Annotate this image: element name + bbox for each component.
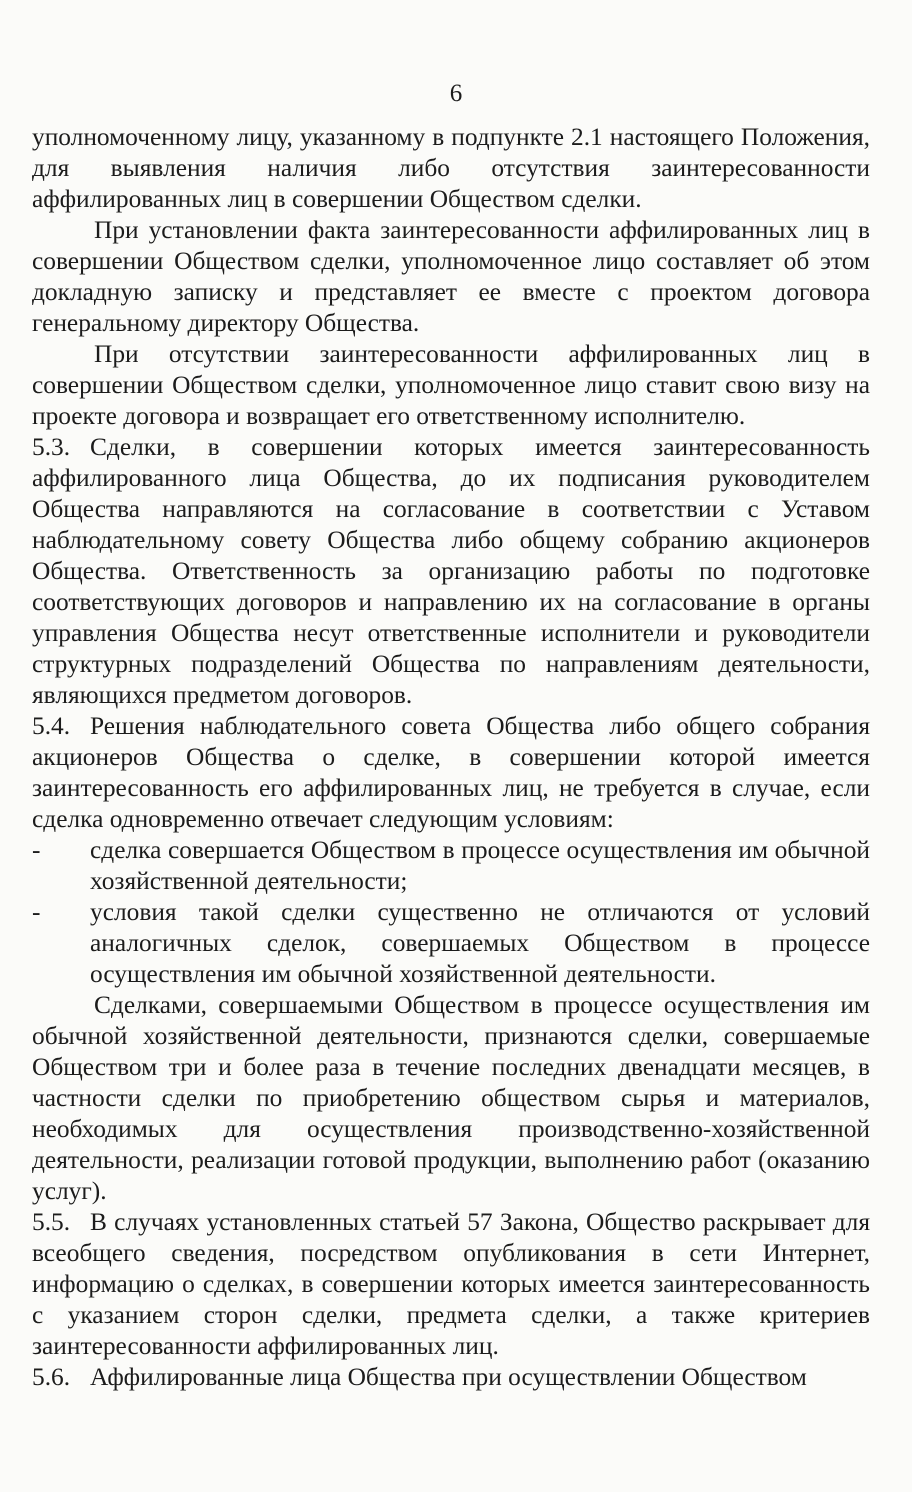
section-text: Сделки, в совершении которых имеется заинтересованность аффилированного лица Общества, до их подписания руководителем Общества направляются на согласование в соответствии с Уставом наблюдательному совету Общества либо общему собранию акционеров Общества. Ответственность за организацию работы по подготовке соответствующих договоров и направлению их на согласование в органы управления Общества несут ответственные исполнители и руководители структурных подразделений Общества по направлениям деятельности, являющихся предметом договоров. — [32, 433, 870, 709]
list-item-text: сделка совершается Обществом в процессе осуществления им обычной хозяйственной деятельности; — [90, 836, 870, 895]
paragraph-interest-found: При установлении факта заинтересованности аффилированных лиц в совершении Обществом сделки, уполномоченное лицо составляет об этом докладную записку и представляет ее вместе с проектом договора генеральному директору Общества. — [32, 216, 870, 337]
section-5-3 — [32, 432, 870, 711]
list-item — [32, 835, 870, 897]
section-number: 5.6. — [32, 1363, 71, 1391]
section-5-5 — [32, 1207, 870, 1362]
list-item-text: условия такой сделки существенно не отличаются от условий аналогичных сделок, совершаемых Обществом в процессе осуществления им обычной хозяйственной деятельности. — [90, 898, 870, 988]
section-text: Аффилированные лица Общества при осуществлении Обществом — [90, 1363, 807, 1391]
paragraph-no-interest: При отсутствии заинтересованности аффилированных лиц в совершении Обществом сделки, уполномоченное лицо ставит свою визу на проекте договора и возвращает его ответственному исполнителю. — [32, 340, 870, 430]
section-text: Решения наблюдательного совета Общества либо общего собрания акционеров Общества о сделке, в совершении которой имеется заинтересованность его аффилированных лиц, не требуется в случае, если сделка одновременно отвечает следующим условиям: — [32, 712, 870, 833]
section-number: 5.5. — [32, 1208, 71, 1236]
section-5-4 — [32, 711, 870, 835]
section-text: В случаях установленных статьей 57 Закона, Общество раскрывает для всеобщего сведения, посредством опубликования в сети Интернет, информацию о сделках, в совершении которых имеется заинтересованность с указанием сторон сделки, предмета сделки, а также критериев заинтересованности аффилированных лиц. — [32, 1208, 870, 1360]
document-body — [32, 122, 870, 1393]
dash-marker: - — [32, 898, 41, 926]
dash-marker: - — [32, 836, 41, 864]
paragraph-ordinary-deals: Сделками, совершаемыми Обществом в процессе осуществления им обычной хозяйственной деятельности, признаются сделки, совершаемые Обществом три и более раза в течение последних двенадцати месяцев, в частности сделки по приобретению обществом сырья и материалов, необходимых для осуществления производственно-хозяйственной деятельности, реализации готовой продукции, выполнению работ (оказанию услуг). — [32, 991, 870, 1205]
page-number: 6 — [449, 80, 463, 107]
section-5-6 — [32, 1362, 870, 1393]
section-number: 5.4. — [32, 712, 71, 740]
list-item — [32, 897, 870, 990]
section-number: 5.3. — [32, 433, 71, 461]
paragraph-continuation: уполномоченному лицу, указанному в подпункте 2.1 настоящего Положения, для выявления наличия либо отсутствия заинтересованности аффилированных лиц в совершении Обществом сделки. — [32, 123, 870, 213]
